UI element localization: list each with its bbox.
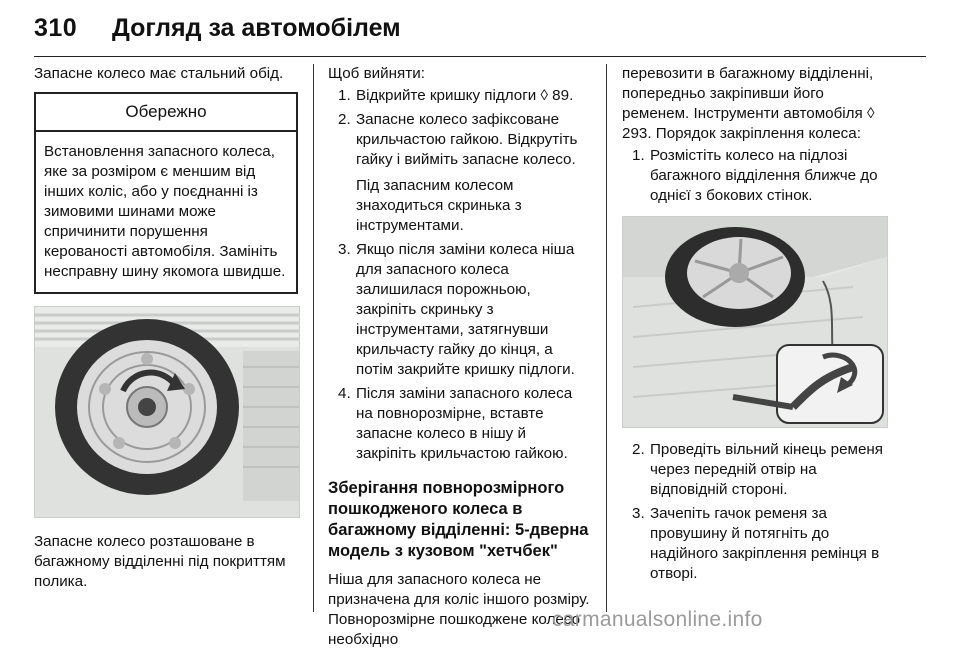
column-middle	[328, 64, 590, 650]
list-item: 3. Якщо після заміни колеса ніша для запасного колеса залишилася порожньою, закріпіть скриньку з інструментами, затягнувши крильчасту гайку до кінця, а потім закрийте кришку підлоги.	[338, 241, 575, 378]
intro-text: Запасне колесо має стальний обід.	[34, 65, 284, 82]
page-title: Догляд за автомобілем	[112, 14, 401, 42]
column-right	[622, 64, 888, 588]
column-divider	[313, 64, 314, 612]
warning-box	[34, 92, 298, 294]
figure-caption: Запасне колесо розташоване в багажному відділенні під покриттям полика.	[34, 533, 286, 590]
trunk-wheel-drawing	[623, 217, 887, 427]
warning-title: Обережно	[36, 94, 296, 132]
section-paragraph: Ніша для запасного колеса не призначена для коліс іншого розміру. Повнорозмірне пошкоджене колесо необхідно	[328, 571, 590, 648]
column-divider	[606, 64, 607, 612]
section-heading: Зберігання повнорозмірного пошкодженого колеса в багажному відділенні: 5-дверна модель з кузовом "хетчбек"	[328, 479, 589, 560]
spare-wheel-illustration	[34, 306, 300, 518]
spare-wheel-drawing	[35, 307, 299, 517]
continued-paragraph: перевозити в багажному відділенні, попередньо закріпивши його ременем. Інструменти автомобіля ◊ 293. Порядок закріплення колеса:	[622, 65, 875, 142]
list-item: 2. Проведіть вільний кінець ременя через передній отвір на відповідній стороні.	[632, 441, 884, 498]
page-number: 310	[34, 14, 78, 42]
steps-lead: Щоб вийняти:	[328, 65, 425, 82]
remove-steps-list	[328, 86, 590, 464]
list-item: 1. Відкрийте кришку підлоги ◊ 89.	[338, 87, 574, 104]
page-header	[34, 14, 926, 57]
list-item: 2. Запасне колесо зафіксоване крильчастою гайкою. Відкрутіть гайку і вийміть запасне колесо. Під запасним колесом знаходиться скринька з інструментами.	[328, 110, 590, 236]
list-item: 4. Після заміни запасного колеса на повнорозмірне, вставте запасне колесо в нішу й закріпіть крильчастою гайкою.	[338, 385, 573, 462]
site-watermark: carmanualsonline.info	[552, 608, 763, 631]
secure-steps-list-b	[622, 440, 888, 584]
column-left	[34, 64, 298, 592]
list-item: 1. Розмістіть колесо на підлозі багажного відділення ближче до однієї з бокових стінок.	[632, 147, 878, 204]
secure-steps-list-a	[622, 146, 888, 206]
trunk-wheel-illustration	[622, 216, 888, 428]
warning-text: Встановлення запасного колеса, яке за розміром є меншим від інших коліс, або у поєднанні із зимовими шинами може спричинити порушення керованості автомобіля. Замініть несправну шину якомога швидше.	[44, 143, 286, 280]
list-item: 3. Зачепіть гачок ременя за провушину й потягніть до надійного закріплення ремінця в отворі.	[632, 505, 880, 582]
step-note: Під запасним колесом знаходиться скринька з інструментами.	[356, 177, 522, 234]
